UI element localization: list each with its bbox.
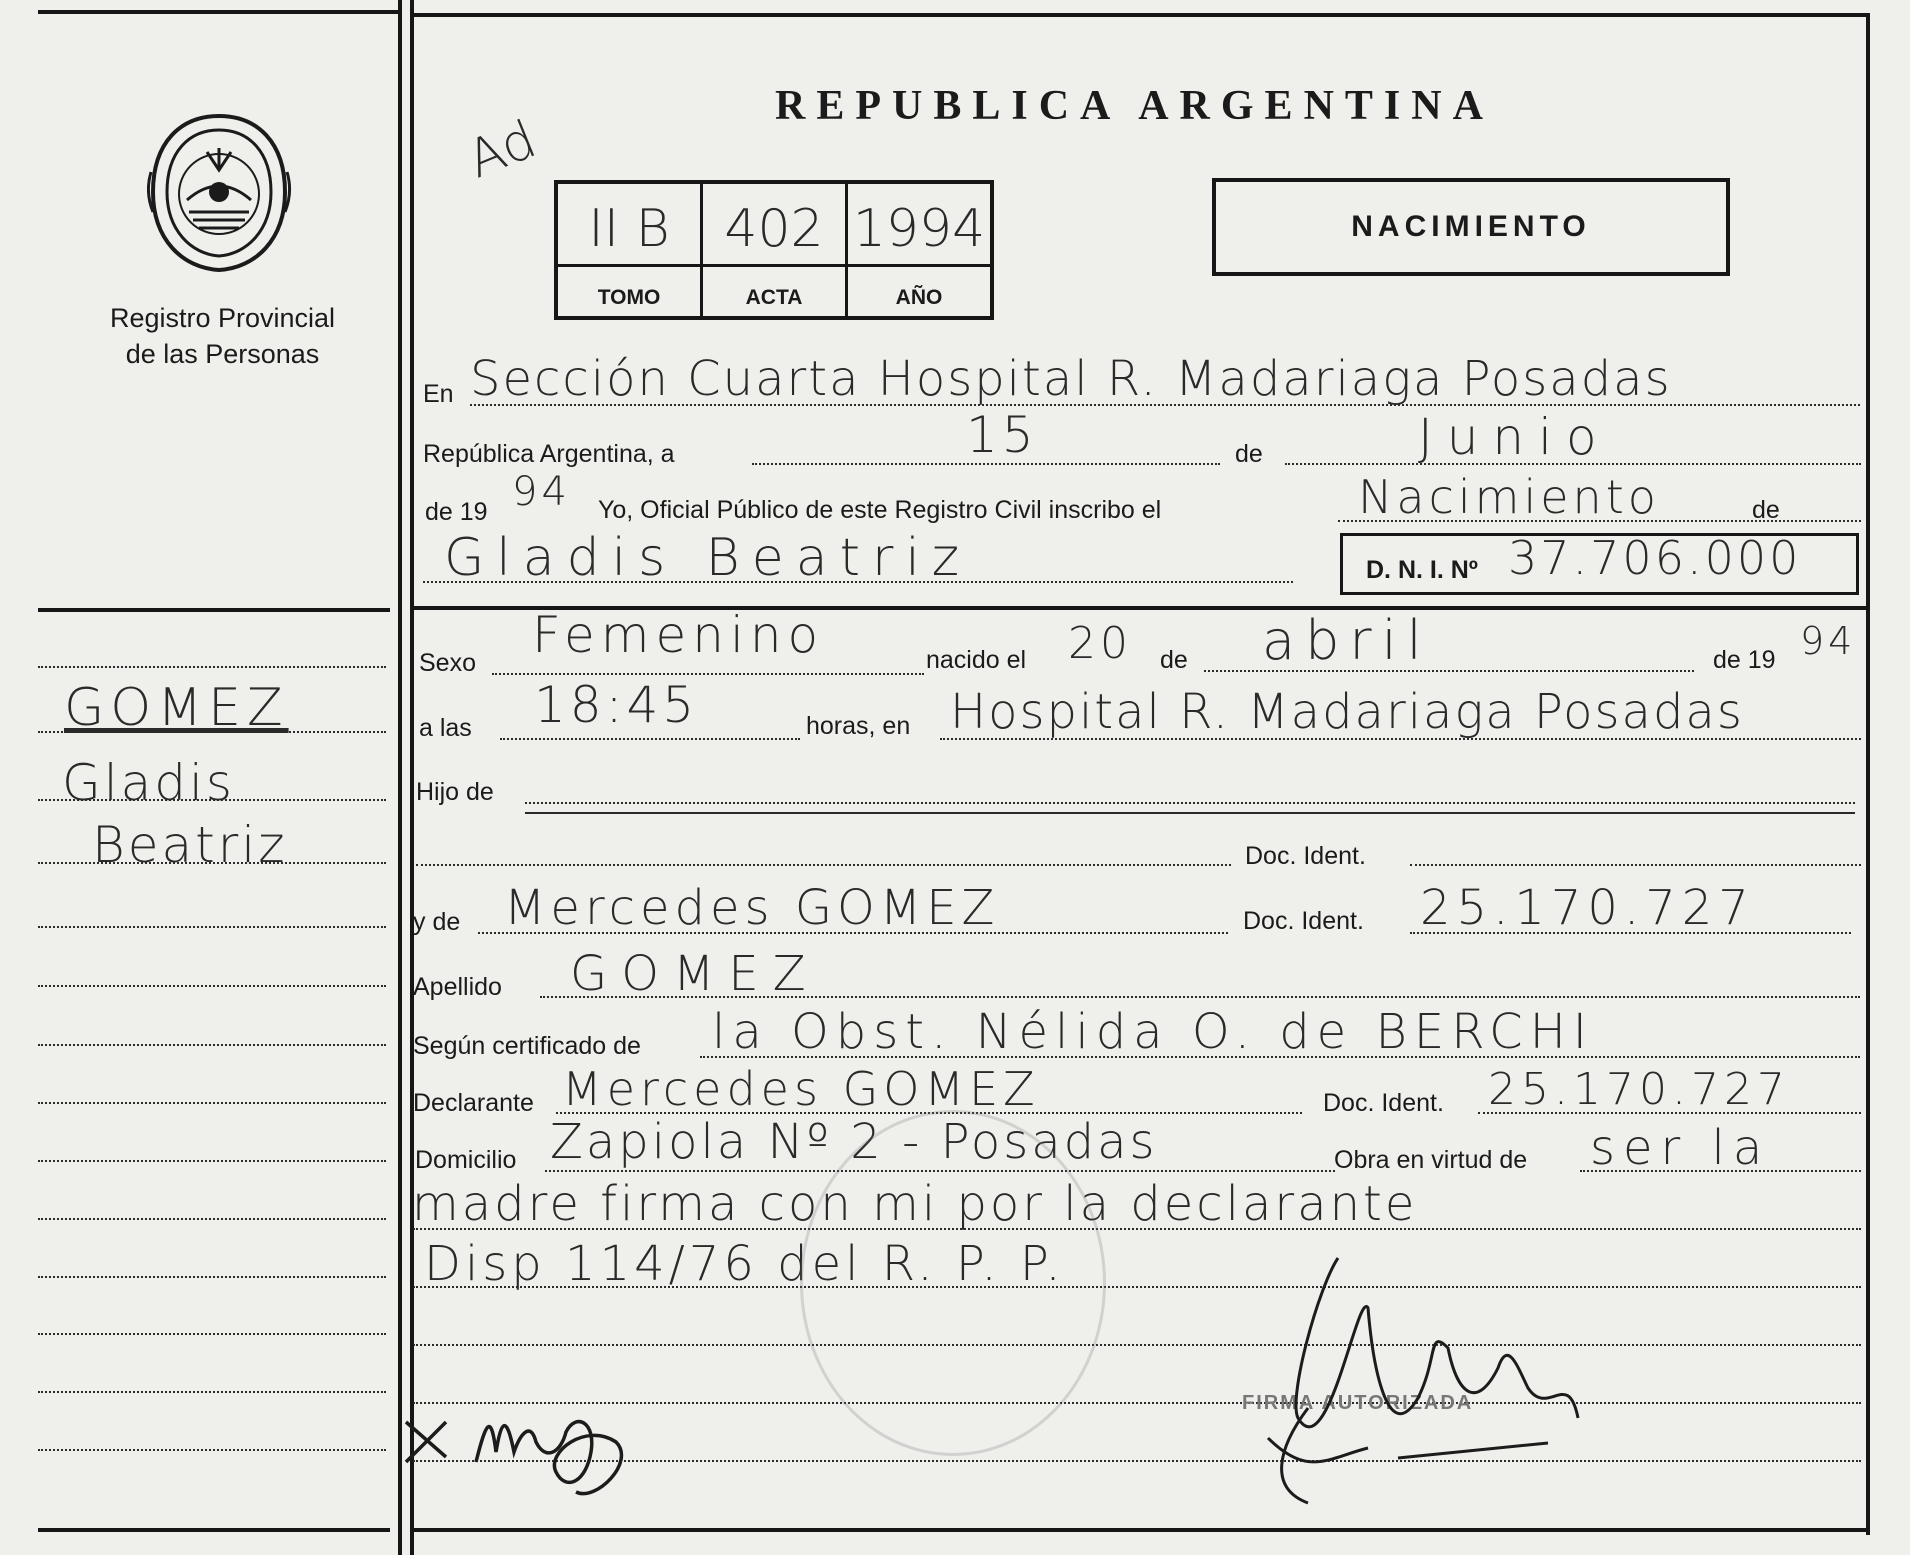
- registry-name: [40, 300, 405, 372]
- label-horas-en: horas, en: [806, 712, 911, 740]
- side-line: [38, 1044, 386, 1046]
- tomo-value: II B: [558, 194, 700, 267]
- side-line: [38, 1102, 386, 1104]
- label-obra: Obra en virtud de: [1334, 1146, 1528, 1174]
- registry-line-2: de las Personas: [125, 339, 320, 369]
- ano-label: AÑO: [895, 286, 943, 309]
- field-line: [1410, 864, 1861, 866]
- column-divider-right: [410, 0, 414, 1555]
- value-nota-2: Disp 114/76 del R. P. P.: [424, 1236, 1065, 1292]
- value-declarante-doc: 25.170.727: [1488, 1064, 1790, 1115]
- ano-value: 1994: [848, 194, 990, 267]
- label-y-de: y de: [413, 908, 461, 936]
- label-apellido: Apellido: [413, 973, 502, 1001]
- label-sexo: Sexo: [419, 649, 476, 677]
- value-nombre: Gladis Beatriz: [444, 528, 972, 588]
- left-section-rule: [38, 608, 390, 612]
- value-apellido: GOMEZ: [570, 946, 820, 1002]
- value-certificado: la Obst. Nélida O. de BERCHI: [712, 1004, 1594, 1060]
- label-de-19: de 19: [425, 498, 488, 526]
- registrar-signature: [1248, 1248, 1618, 1508]
- side-line: [38, 666, 386, 668]
- label-domicilio: Domicilio: [415, 1146, 517, 1174]
- side-line: [38, 1391, 386, 1393]
- value-mes-nacimiento: abril: [1262, 609, 1432, 672]
- field-line: [416, 864, 1231, 866]
- book-reference-table: [554, 180, 994, 320]
- value-mes: Junio: [1418, 408, 1611, 466]
- label-segun: Según certificado de: [413, 1032, 641, 1060]
- value-sexo: Femenino: [532, 606, 825, 664]
- tomo-cell: [558, 184, 703, 316]
- label-doc-ident-2: Doc. Ident.: [1243, 907, 1364, 935]
- side-second-name: Beatriz: [92, 816, 288, 874]
- label-firma-autorizada: FIRMA AUTORIZADA: [1242, 1392, 1474, 1414]
- label-doc-ident-3: Doc. Ident.: [1323, 1089, 1444, 1117]
- side-surname: GOMEZ: [64, 678, 289, 738]
- label-hijo-de: Hijo de: [416, 778, 494, 806]
- acta-label: ACTA: [745, 286, 803, 309]
- tomo-label: TOMO: [597, 286, 661, 309]
- label-declarante: Declarante: [413, 1089, 534, 1117]
- column-divider-left: [398, 0, 402, 1555]
- value-madre-doc: 25.170.727: [1420, 880, 1755, 936]
- label-nacido-el: nacido el: [926, 646, 1027, 674]
- handwritten-initials: Ad: [459, 109, 545, 191]
- label-de-19-b: de 19: [1713, 646, 1776, 674]
- bottom-rule-right: [412, 1528, 1867, 1532]
- side-line: [38, 985, 386, 987]
- acta-cell: [703, 184, 848, 316]
- field-line: [500, 738, 800, 740]
- value-dia-nacimiento: 20: [1068, 618, 1132, 669]
- value-anio-nacimiento: 94: [1800, 619, 1857, 663]
- field-line: [492, 673, 924, 675]
- page-title: REPUBLICA ARGENTINA: [775, 83, 1494, 129]
- registry-line-1: Registro Provincial: [109, 303, 336, 333]
- label-dni: D. N. I. Nº: [1366, 556, 1478, 584]
- value-seccion: Sección Cuarta Hospital R. Madariaga Posadas: [470, 351, 1672, 407]
- field-line: [413, 1344, 1861, 1346]
- label-de-2: de: [1752, 496, 1780, 524]
- right-border: [1866, 13, 1870, 1535]
- side-line: [38, 1218, 386, 1220]
- label-en: En: [423, 380, 454, 408]
- side-line: [38, 1160, 386, 1162]
- value-madre: Mercedes GOMEZ: [504, 880, 1000, 936]
- label-de-3: de: [1160, 646, 1188, 674]
- label-de: de: [1235, 440, 1263, 468]
- side-line: [38, 1333, 386, 1335]
- label-doc-ident: Doc. Ident.: [1245, 842, 1366, 870]
- label-oficial: Yo, Oficial Público de este Registro Civil inscribo el: [598, 496, 1162, 524]
- top-rule-right: [412, 13, 1867, 17]
- value-dia: 15: [966, 406, 1038, 464]
- value-domicilio: Zapiola Nº 2 - Posadas: [550, 1114, 1158, 1170]
- value-obra: ser la: [1590, 1120, 1771, 1176]
- official-stamp: [800, 1110, 1106, 1456]
- record-type-box: NACIMIENTO: [1212, 178, 1730, 276]
- side-line: [38, 1276, 386, 1278]
- acta-value: 402: [703, 194, 845, 267]
- side-line: [38, 1449, 386, 1451]
- value-hora: 18:45: [534, 676, 699, 734]
- label-a-las: a las: [419, 714, 472, 742]
- provincial-seal: [147, 112, 292, 274]
- side-line: [38, 926, 386, 928]
- value-dni: 37.706.000: [1508, 531, 1802, 585]
- field-line: [525, 802, 1855, 804]
- declarant-signature: [396, 1382, 696, 1512]
- bottom-rule-left: [38, 1528, 390, 1532]
- field-line-solid: [525, 812, 1855, 814]
- top-rule-left: [38, 10, 400, 14]
- value-lugar: Hospital R. Madariaga Posadas: [950, 684, 1744, 740]
- value-declarante: Mercedes GOMEZ: [562, 1062, 1040, 1116]
- label-republica-a: República Argentina, a: [423, 440, 675, 468]
- ano-cell: [848, 184, 990, 316]
- value-anio-inscripcion: 94: [512, 469, 571, 515]
- value-nota-1: madre firma con mi por la declarante: [412, 1176, 1418, 1232]
- side-first-name: Gladis: [62, 754, 235, 812]
- value-acto: Nacimiento: [1358, 470, 1660, 524]
